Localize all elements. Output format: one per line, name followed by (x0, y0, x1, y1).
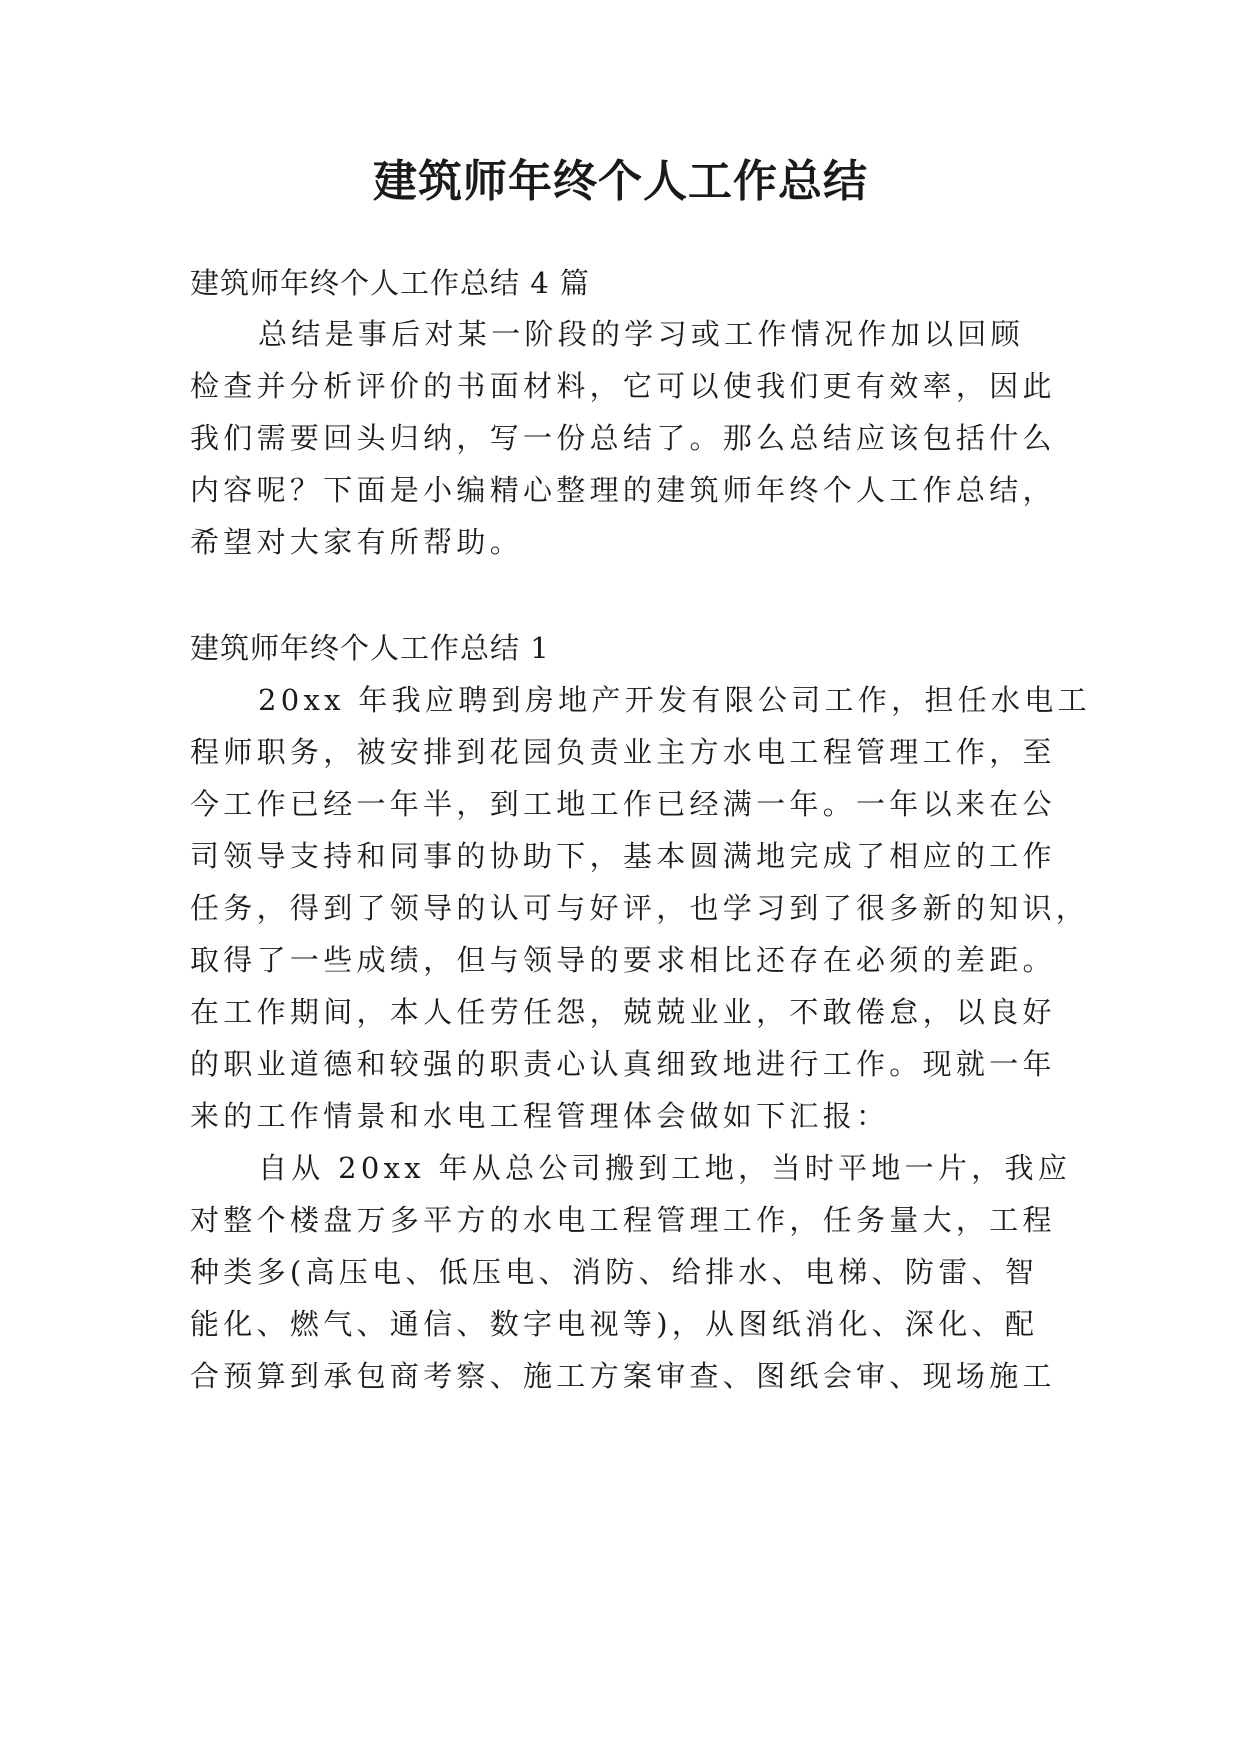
section-1-line: 合预算到承包商考察、施工方案审查、图纸会审、现场施工 (190, 1359, 1056, 1393)
section-1-line: 程师职务，被安排到花园负责业主方水电工程管理工作，至 (190, 735, 1056, 769)
section-1-heading: 建筑师年终个人工作总结 1 (190, 631, 550, 665)
section-1-line: 对整个楼盘万多平方的水电工程管理工作，任务量大，工程 (190, 1203, 1056, 1237)
section-1-line: 来的工作情景和水电工程管理体会做如下汇报： (190, 1099, 890, 1133)
section-1-line: 司领导支持和同事的协助下，基本圆满地完成了相应的工作 (190, 839, 1056, 873)
intro-line: 总结是事后对某一阶段的学习或工作情况作加以回顾 (258, 317, 1024, 351)
section-1-line: 任务，得到了领导的认可与好评，也学习到了很多新的知识， (190, 891, 1090, 925)
section-1-line: 在工作期间，本人任劳任怨，兢兢业业，不敢倦怠，以良好 (190, 995, 1056, 1029)
section-1-line: 今工作已经一年半，到工地工作已经满一年。一年以来在公 (190, 787, 1056, 821)
intro-line: 检查并分析评价的书面材料，它可以使我们更有效率，因此 (190, 369, 1056, 403)
intro-line: 内容呢？下面是小编精心整理的建筑师年终个人工作总结， (190, 473, 1056, 507)
section-1-line: 种类多(高压电、低压电、消防、给排水、电梯、防雷、智 (190, 1255, 1039, 1289)
intro-line: 希望对大家有所帮助。 (190, 525, 524, 559)
intro-line: 我们需要回头归纳，写一份总结了。那么总结应该包括什么 (190, 421, 1056, 455)
section-1-line: 能化、燃气、通信、数字电视等)，从图纸消化、深化、配 (190, 1307, 1039, 1341)
section-1-line: 取得了一些成绩，但与领导的要求相比还存在必须的差距。 (190, 943, 1056, 977)
section-1-line: 的职业道德和较强的职责心认真细致地进行工作。现就一年 (190, 1047, 1056, 1081)
intro-heading: 建筑师年终个人工作总结 4 篇 (190, 266, 590, 300)
section-1-line: 自从 20xx 年从总公司搬到工地，当时平地一片，我应 (258, 1151, 1072, 1185)
document-title: 建筑师年终个人工作总结 (373, 156, 868, 207)
section-1-line: 20xx 年我应聘到房地产开发有限公司工作，担任水电工 (258, 683, 1091, 717)
